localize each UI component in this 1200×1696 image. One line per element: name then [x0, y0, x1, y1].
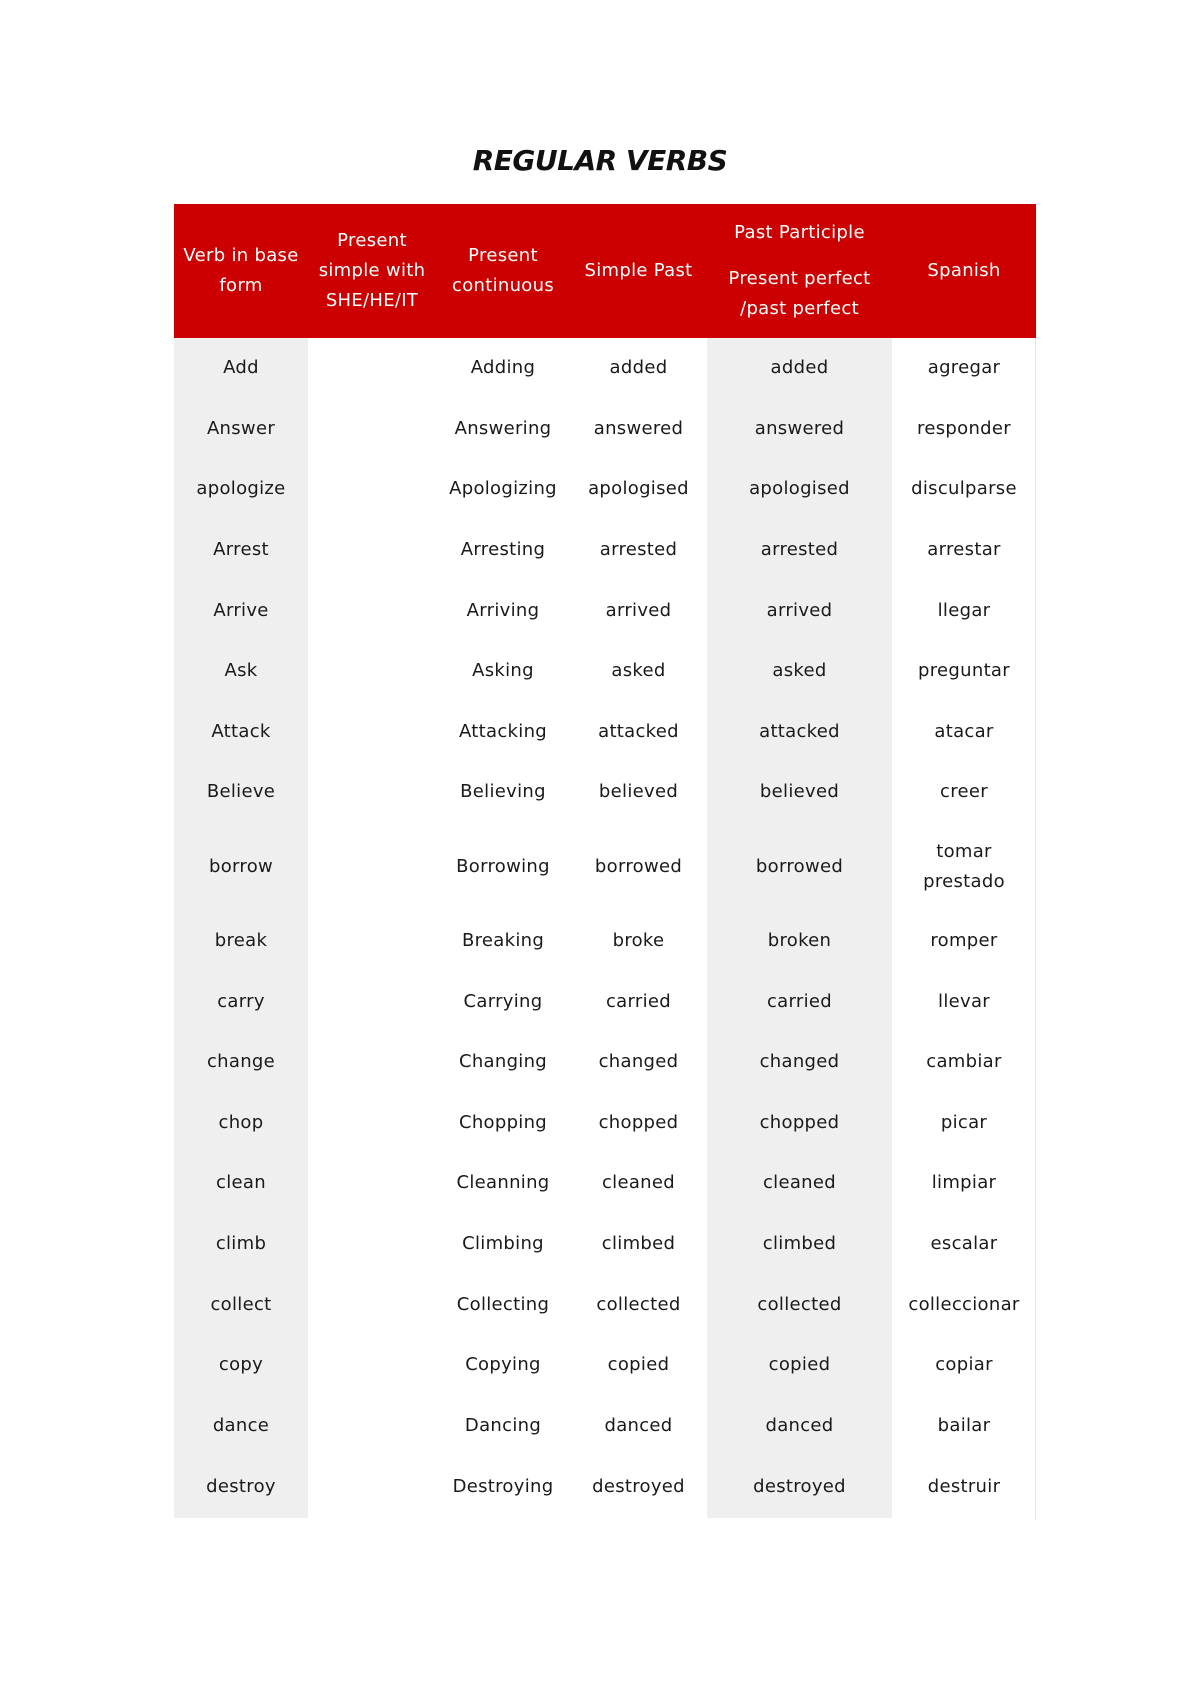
cell-past-participle: destroyed [707, 1456, 892, 1518]
cell-spanish: responder [917, 417, 1011, 439]
cell-base-form: carry [174, 971, 308, 1032]
table-row [174, 399, 1036, 460]
cell-simple-past: copied [607, 1354, 670, 1376]
cell-present-simple [308, 1093, 436, 1154]
table-row [174, 911, 1036, 972]
header-present-continuous: Present continuous [436, 204, 570, 338]
cell-past-participle: asked [707, 641, 892, 702]
cell-past-participle: danced [707, 1396, 892, 1457]
cell-simple-past: broke [612, 930, 665, 952]
cell-past-participle: climbed [707, 1214, 892, 1275]
cell-spanish: llegar [937, 599, 991, 621]
page-title: REGULAR VERBS [472, 144, 728, 177]
cell-present-simple [308, 399, 436, 460]
cell-base-form: clean [174, 1153, 308, 1214]
cell-present-continuous: Copying [465, 1354, 541, 1376]
cell-past-participle: borrowed [707, 823, 892, 911]
table-row [174, 580, 1036, 641]
cell-present-continuous: Borrowing [456, 855, 550, 877]
cell-spanish: creer [940, 781, 988, 803]
cell-past-participle: chopped [707, 1093, 892, 1154]
cell-base-form: break [174, 911, 308, 972]
cell-past-participle: apologised [707, 459, 892, 520]
cell-simple-past: carried [605, 990, 671, 1012]
cell-present-continuous: Arriving [466, 599, 540, 621]
header-present-simple: Present simple with SHE/HE/IT [308, 204, 436, 338]
cell-simple-past: collected [596, 1293, 681, 1315]
cell-past-participle: collected [707, 1274, 892, 1335]
cell-base-form: destroy [174, 1456, 308, 1518]
cell-spanish: copiar [935, 1354, 993, 1376]
cell-present-continuous: Climbing [462, 1233, 544, 1255]
cell-base-form: Add [174, 338, 308, 399]
cell-simple-past: climbed [601, 1233, 676, 1255]
cell-spanish: atacar [934, 720, 994, 742]
table-row [174, 1093, 1036, 1154]
cell-base-form: copy [174, 1335, 308, 1396]
table-row [174, 971, 1036, 1032]
table-row [174, 520, 1036, 581]
header-gap [713, 248, 886, 264]
cell-present-simple [308, 459, 436, 520]
cell-present-continuous: Chopping [458, 1111, 548, 1133]
cell-base-form: Arrive [174, 580, 308, 641]
cell-simple-past: apologised [588, 478, 689, 500]
cell-present-continuous: Answering [454, 417, 552, 439]
cell-spanish: agregar [927, 357, 1001, 379]
cell-present-continuous: Believing [460, 781, 546, 803]
cell-simple-past: cleaned [601, 1172, 675, 1194]
cell-present-continuous: Dancing [464, 1414, 542, 1436]
cell-present-simple [308, 520, 436, 581]
cell-past-participle: changed [707, 1032, 892, 1093]
cell-spanish: preguntar [918, 660, 1010, 682]
cell-spanish: limpiar [931, 1172, 997, 1194]
cell-present-simple [308, 1456, 436, 1518]
cell-present-simple [308, 641, 436, 702]
cell-spanish: disculparse [911, 478, 1017, 500]
cell-past-participle: cleaned [707, 1153, 892, 1214]
table-row [174, 1032, 1036, 1093]
cell-spanish: escalar [930, 1233, 998, 1255]
table-row [174, 1153, 1036, 1214]
cell-past-participle: arrived [707, 580, 892, 641]
cell-present-continuous: Changing [458, 1051, 548, 1073]
cell-present-simple [308, 1032, 436, 1093]
table-row [174, 1396, 1036, 1457]
table-row [174, 338, 1036, 399]
cell-present-continuous: Collecting [456, 1293, 550, 1315]
table-row [174, 762, 1036, 823]
cell-present-simple [308, 971, 436, 1032]
cell-simple-past: arrested [599, 539, 678, 561]
cell-spanish: arrestar [927, 539, 1001, 561]
cell-present-simple [308, 702, 436, 763]
cell-base-form: dance [174, 1396, 308, 1457]
cell-base-form: collect [174, 1274, 308, 1335]
table-right-border [1035, 338, 1036, 1520]
cell-present-continuous: Destroying [452, 1476, 554, 1498]
table-body [174, 338, 1036, 1518]
cell-present-continuous: Carrying [463, 990, 543, 1012]
cell-present-simple [308, 1335, 436, 1396]
table-row [174, 702, 1036, 763]
cell-present-continuous: Apologizing [449, 478, 557, 500]
cell-present-simple [308, 338, 436, 399]
cell-spanish: tomar prestado [923, 840, 1005, 892]
table-row [174, 1214, 1036, 1275]
cell-simple-past: asked [611, 660, 666, 682]
cell-present-continuous: Adding [470, 357, 536, 379]
cell-present-simple [308, 911, 436, 972]
cell-simple-past: added [609, 357, 668, 379]
cell-simple-past: believed [598, 781, 679, 803]
cell-base-form: borrow [174, 823, 308, 911]
cell-spanish: destruir [927, 1476, 1001, 1498]
cell-present-continuous: Arresting [460, 539, 546, 561]
cell-past-participle: answered [707, 399, 892, 460]
header-past-participle-title: Past Participle [734, 222, 865, 243]
cell-base-form: Answer [174, 399, 308, 460]
cell-base-form: Attack [174, 702, 308, 763]
cell-present-continuous: Cleanning [456, 1172, 550, 1194]
cell-past-participle: copied [707, 1335, 892, 1396]
cell-base-form: Arrest [174, 520, 308, 581]
header-past-participle [707, 204, 892, 338]
cell-simple-past: answered [593, 417, 684, 439]
header-spanish: Spanish [892, 204, 1036, 338]
header-simple-past: Simple Past [570, 204, 707, 338]
cell-spanish: bailar [937, 1414, 991, 1436]
table-row [174, 641, 1036, 702]
cell-spanish: cambiar [926, 1051, 1002, 1073]
cell-present-simple [308, 762, 436, 823]
cell-base-form: Ask [174, 641, 308, 702]
header-row [174, 204, 1036, 338]
cell-present-simple [308, 1274, 436, 1335]
cell-base-form: climb [174, 1214, 308, 1275]
cell-simple-past: borrowed [594, 855, 683, 877]
table-row [174, 1274, 1036, 1335]
cell-present-simple [308, 1396, 436, 1457]
table-row [174, 823, 1036, 911]
cell-past-participle: believed [707, 762, 892, 823]
cell-simple-past: chopped [598, 1111, 679, 1133]
verb-table [174, 204, 1036, 1518]
cell-simple-past: changed [598, 1051, 679, 1073]
table-row [174, 459, 1036, 520]
cell-present-simple [308, 1214, 436, 1275]
cell-past-participle: broken [707, 911, 892, 972]
cell-base-form: Believe [174, 762, 308, 823]
cell-spanish: picar [940, 1111, 988, 1133]
cell-simple-past: arrived [605, 599, 672, 621]
header-present-perfect: Present perfect /past perfect [728, 268, 871, 319]
cell-simple-past: destroyed [592, 1476, 685, 1498]
cell-present-continuous: Asking [472, 660, 534, 682]
cell-base-form: chop [174, 1093, 308, 1154]
table-row [174, 1456, 1036, 1518]
cell-present-continuous: Breaking [461, 930, 545, 952]
cell-spanish: colleccionar [908, 1293, 1020, 1315]
cell-past-participle: carried [707, 971, 892, 1032]
cell-present-simple [308, 580, 436, 641]
header-base-form: Verb in base form [174, 204, 308, 338]
cell-past-participle: arrested [707, 520, 892, 581]
cell-past-participle: attacked [707, 702, 892, 763]
cell-base-form: apologize [174, 459, 308, 520]
cell-spanish: llevar [938, 990, 990, 1012]
cell-present-continuous: Attacking [459, 720, 547, 742]
cell-past-participle: added [707, 338, 892, 399]
cell-present-simple [308, 823, 436, 911]
cell-base-form: change [174, 1032, 308, 1093]
cell-simple-past: danced [604, 1414, 673, 1436]
table-row [174, 1335, 1036, 1396]
cell-simple-past: attacked [598, 720, 679, 742]
cell-spanish: romper [930, 930, 998, 952]
cell-present-simple [308, 1153, 436, 1214]
